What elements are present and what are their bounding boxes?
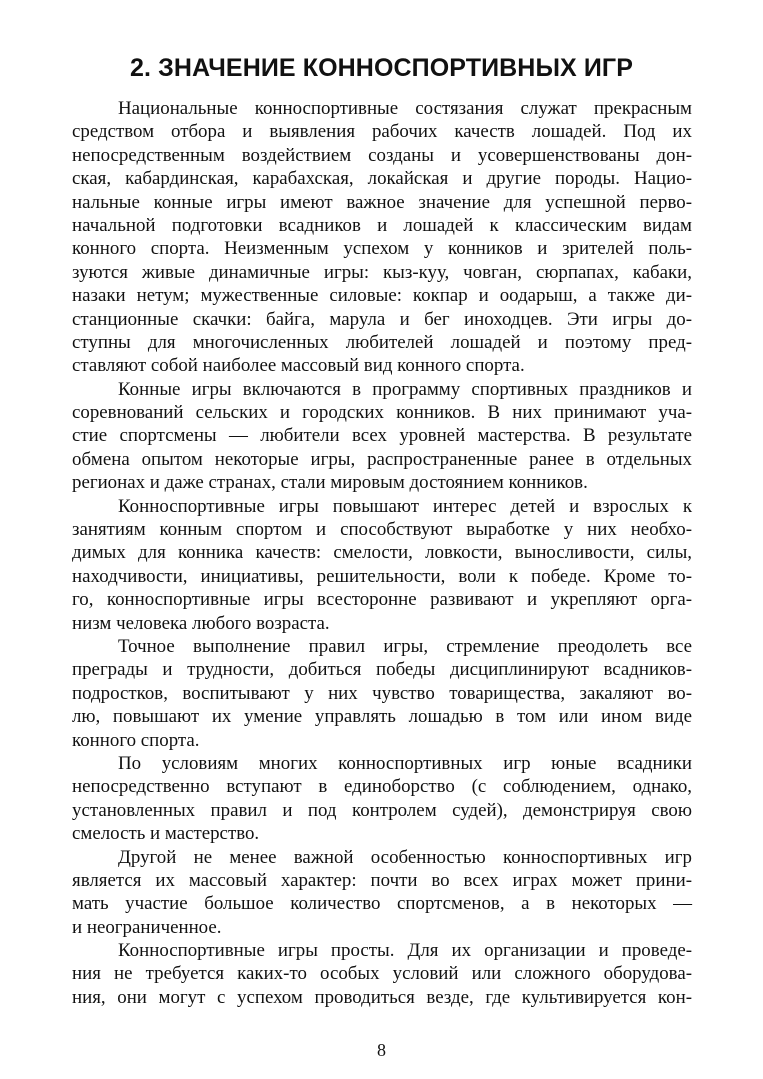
text-line: конного спорта. [72,729,200,751]
text-line: назаки нетум; мужественные силовые: кокпар и оодарыш, а также ди- [72,285,692,307]
text-line: регионах и даже странах, стали мировым достоянием конников. [72,472,588,494]
text-line: преграды и трудности, добиться победы дисциплинируют всадников- [72,659,692,681]
paragraph [72,378,692,495]
page-title: 2. ЗНАЧЕНИЕ КОННОСПОРТИВНЫХ ИГР [130,54,633,82]
text-line: непосредственным воздействием созданы и усовершенствованы дон- [72,144,692,166]
text-line: обмена опытом некоторые игры, распространенные ранее в отдельных [72,448,692,470]
text-line: Национальные конноспортивные состязания служат прекрасным [118,98,692,119]
body-text [72,97,692,1009]
text-line: ская, кабардинская, карабахская, локайская и другие породы. Нацио- [72,168,692,190]
text-line: ставляют собой наиболее массовый вид конного спорта. [72,355,525,377]
text-line: зуются живые динамичные игры: кыз-куу, човган, сюрпапах, кабаки, [72,261,692,283]
text-line: непосредственно вступают в единоборство (с соблюдением, однако, [72,776,692,798]
text-line: начальной подготовки всадников и лошадей к классическим видам [72,214,692,236]
text-line: По условиям многих конноспортивных игр юные всадники [118,752,692,774]
paragraph [72,635,692,752]
text-line: низм человека любого возраста. [72,612,330,634]
text-line: установленных правил и под контролем судей), демонстрируя свою [72,799,692,821]
text-line: является их массовый характер: почти во всех играх может прини- [72,869,692,891]
text-line: станционные скачки: байга, марула и бег иноходцев. Эти игры до- [72,308,692,330]
text-line: находчивости, инициативы, решительности, воли к победе. Кроме то- [72,565,692,587]
text-line: нальные конные игры имеют важное значение для успешной перво- [72,191,692,213]
text-line: Конноспортивные игры повышают интерес детей и взрослых к [118,495,692,517]
text-line: ния не требуется каких-то особых условий или сложного оборудова- [72,963,692,985]
text-line: Конные игры включаются в программу спортивных праздников и [118,378,692,400]
paragraph [72,752,692,846]
paragraph [72,939,692,1009]
text-line: смелость и мастерство. [72,823,260,845]
text-line: лю, повышают их умение управлять лошадью в том или ином виде [72,706,692,728]
text-line: конного спорта. Неизменным успехом у конников и зрителей поль- [72,238,692,260]
text-line: ния, они могут с успехом проводиться везде, где культивируется кон- [72,986,692,1008]
text-line: го, конноспортивные игры всесторонне развивают и укрепляют орга- [72,589,692,611]
text-line: Конноспортивные игры просты. Для их организации и проведе- [118,940,692,962]
text-line: соревнований сельских и городских конников. В них принимают уча- [72,402,692,424]
text-line: Точное выполнение правил игры, стремление преодолеть все [118,635,692,657]
text-line: занятиям конным спортом и способствуют выработке у них необхо- [72,519,692,541]
text-line: димых для конника качеств: смелости, ловкости, выносливости, силы, [72,542,692,564]
page-number: 8 [377,1040,386,1060]
text-line: стие спортсмены — любители всех уровней мастерства. В результате [72,425,692,447]
text-line: средством отбора и выявления рабочих качеств лошадей. Под их [72,121,692,143]
paragraph [72,97,692,378]
text-line: Другой не менее важной особенностью конноспортивных игр [118,846,692,868]
text-line: и неограниченное. [72,916,222,938]
text-line: подростков, воспитывают у них чувство товарищества, закаляют во- [72,682,692,704]
paragraph [72,846,692,940]
text-line: ступны для многочисленных любителей лошадей и поэтому пред- [72,331,692,353]
paragraph [72,495,692,635]
text-line: мать участие большое количество спортсменов, а в некоторых — [72,893,692,915]
